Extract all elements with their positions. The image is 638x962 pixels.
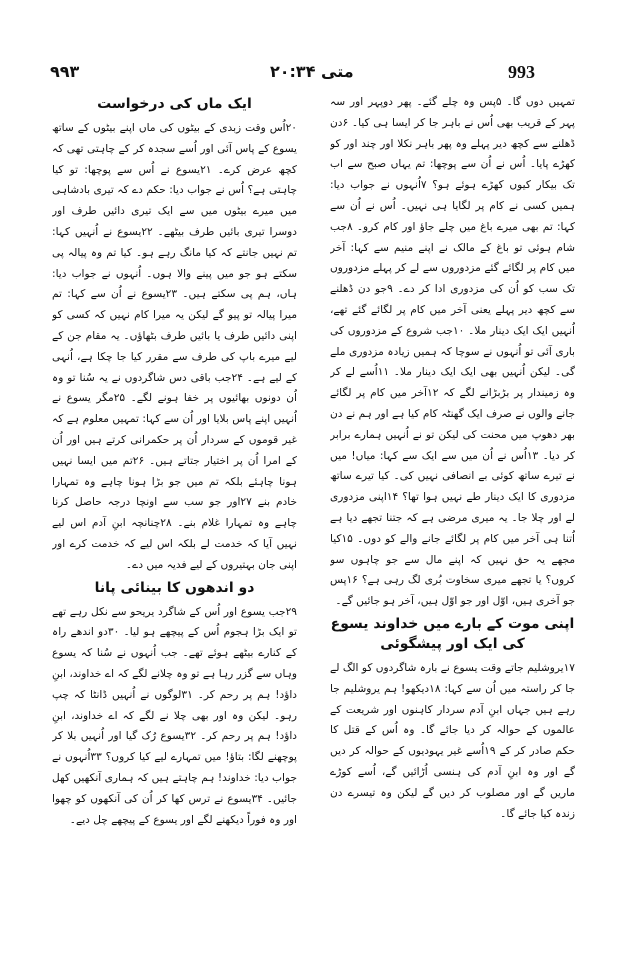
section-heading: دو اندھوں کا بینائی پانا (94, 579, 255, 596)
section-heading: اپنی موت کے بارے میں خداوند یسوع کی ایک اور پیشگوئی (330, 615, 575, 652)
scripture-paragraph: ۱۷یروشلیم جاتے وقت یسوع نے بارہ شاگردوں کو الگ لے جا کر راستہ میں اُن سے کہا: ۱۸دیکھو! ہم یروشلیم جا رہے ہیں جہاں ابنِ آدم سردار کاہنوں اور شریعت کے عالموں کے حوالہ کر دیا جائے گا۔ وہ اُس کے قتل کا حکم صادر کر کے ۱۹اُسے غیر یہودیوں کے حوالہ کر دیں گے اور وہ ابنِ آدم کی ہنسی اُڑائیں گے، اُسے کوڑے ماریں گے اور مصلوب کر دیں گے لیکن وہ تیسرے دن زندہ کیا جائے گا۔ (330, 661, 575, 820)
section-heading: ایک ماں کی درخواست (97, 96, 252, 112)
page-number-urdu: ۹۹۳ (50, 62, 80, 81)
chapter-reference: متی ۲۰:۳۴ (270, 62, 354, 81)
page-number: 993 (508, 62, 535, 82)
scripture-paragraph: تمہیں دوں گا۔ ۵پس وہ چلے گئے۔ پھر دوپہر اور سہ پہر کے قریب بھی اُس نے باہر جا کر ایسا ہی کیا۔ ۶دن ڈھلنے سے کچھ دیر پہلے وہ پھر باہر نکلا اور چند اور کو کھڑے پایا۔ اُس نے اُن سے پوچھا: تم یہاں صبح سے اب تک بیکار کیوں کھڑے ہوئے ہو؟ ۷اُنہوں نے جواب دیا: ہمیں کسی نے کام پر لگایا ہی نہیں۔ اُس نے اُن سے کہا: تم بھی میرے باغ میں چلے جاؤ اور کام کرو۔ ۸جب شام ہوئی تو باغ کے مالک نے اپنے منیم سے کہا: آخر میں کام پر لگائے گئے مزدوروں سے لے کر پہلے مزدوروں تک سب کو اُن کی مزدوری ادا کر دے۔ ۹جو دن ڈھلنے سے کچھ دیر پہلے یعنی آخر میں کام پر لگائے گئے تھے، اُنہیں ایک ایک دینار ملا۔ ۱۰جب شروع کے مزدوروں کی باری آئی تو اُنہوں نے سوچا کہ ہمیں زیادہ مزدوری ملے گی۔ لیکن اُنہیں بھی ایک ایک دینار ملا۔ ۱۱اُسے لے کر وہ زمیندار پر بڑبڑانے لگے کہ ۱۲آخر میں کام پر لگائے جانے والوں نے صرف ایک گھنٹہ کام کیا ہے اور ہم نے دن بھر دھوپ میں محنت کی لیکن تو نے اُنہیں ہمارے برابر کر دیا۔ ۱۳اُس نے اُن میں سے ایک سے کہا: میاں! میں نے تیرے ساتھ کوئی بے انصافی نہیں کی۔ کیا تیرے ساتھ مزدوری کا ایک دینار طے نہیں ہوا تھا؟ ۱۴اپنی مزدوری لے اور چلا جا۔ یہ میری مرضی ہے کہ جتنا تجھے دیا ہے اُتنا ہی آخر میں کام پر لگائے جانے والے کو دوں۔ ۱۵کیا مجھے یہ حق نہیں کہ اپنے مال سے جو چاہوں سو کروں؟ یا تجھے میری سخاوت بُری لگ رہی ہے؟ ۱۶پس جو آخری ہیں، اوّل اور جو اوّل ہیں، آخر ہو جائیں گے۔ (330, 96, 575, 608)
left-column (52, 92, 297, 922)
scripture-paragraph: ۲۰اُس وقت زبدی کے بیٹوں کی ماں اپنے بیٹوں کے ساتھ یسوع کے پاس آئی اور اُسے سجدہ کر کے چاہتی تھی کہ کچھ عرض کرے۔ ۲۱یسوع نے اُس سے پوچھا: تو کیا چاہتی ہے؟ اُس نے جواب دیا: حکم دے کہ تیری بادشاہی میں میرے بیٹوں میں سے ایک تیری دائیں طرف اور دوسرا تیری بائیں طرف بیٹھے۔ ۲۲یسوع نے اُنہیں کہا: تم نہیں جانتے کہ کیا مانگ رہے ہو۔ کیا تم وہ پیالہ پی سکتے ہو جو میں پینے والا ہوں۔ اُنہوں نے جواب دیا: ہاں، ہم پی سکتے ہیں۔ ۲۳یسوع نے اُن سے کہا: تم میرا پیالہ تو پیو گے لیکن یہ میرا کام نہیں کہ کسی کو اپنی دائیں طرف یا بائیں طرف بٹھاؤں۔ یہ مقام جن کے لیے میرے باپ کی طرف سے مقرر کیا جا چکا ہے، اُنہی کے لیے ہے۔ ۲۴جب باقی دس شاگردوں نے یہ سُنا تو وہ اُن دونوں بھائیوں پر خفا ہونے لگے۔ ۲۵مگر یسوع نے اُنہیں اپنے پاس بلایا اور اُن سے کہا: تمہیں معلوم ہے کہ غیر قوموں کے سردار اُن پر حکمرانی کرتے ہیں اور اُن کے امرا اُن پر اختیار جتاتے ہیں۔ ۲۶تم میں ایسا نہیں ہونا چاہئے بلکہ تم میں جو بڑا ہونا چاہے وہ تمہارا خادم بنے ۲۷اور جو سب سے اونچا درجہ حاصل کرنا چاہے وہ تمہارا غلام بنے۔ ۲۸چنانچہ ابنِ آدم اس لیے نہیں آیا کہ خدمت لے بلکہ اس لیے کہ خدمت کرے اور اپنی جان بہتیروں کے لیے فدیہ میں دے۔ (52, 122, 297, 571)
right-column (330, 92, 575, 922)
scripture-paragraph: ۲۹جب یسوع اور اُس کے شاگرد یریحو سے نکل رہے تھے تو ایک بڑا ہجوم اُس کے پیچھے ہو لیا۔ ۳۰دو اندھے راہ کے کنارے بیٹھے ہوئے تھے۔ جب اُنہوں نے سُنا کہ یسوع وہاں سے گزر رہا ہے تو وہ چلانے لگے کہ اے خداوند، ابنِ داؤد! ہم پر رحم کر۔ ۳۱لوگوں نے اُنہیں ڈانٹا کہ چپ رہو۔ لیکن وہ اور بھی چلا نے لگے کہ اے خداوند، ابنِ داؤد! ہم پر رحم کر۔ ۳۲یسوع رُک گیا اور اُنہیں بلا کر پوچھنے لگا: بتاؤ! میں تمہارے لیے کیا کروں؟ ۳۳اُنہوں نے جواب دیا: خداوند! ہم چاہتے ہیں کہ ہماری آنکھیں کھل جائیں۔ ۳۴یسوع نے ترس کھا کر اُن کی آنکھوں کو چھوا اور وہ فوراً دیکھنے لگے اور یسوع کے پیچھے چل دیے۔ (52, 605, 297, 826)
